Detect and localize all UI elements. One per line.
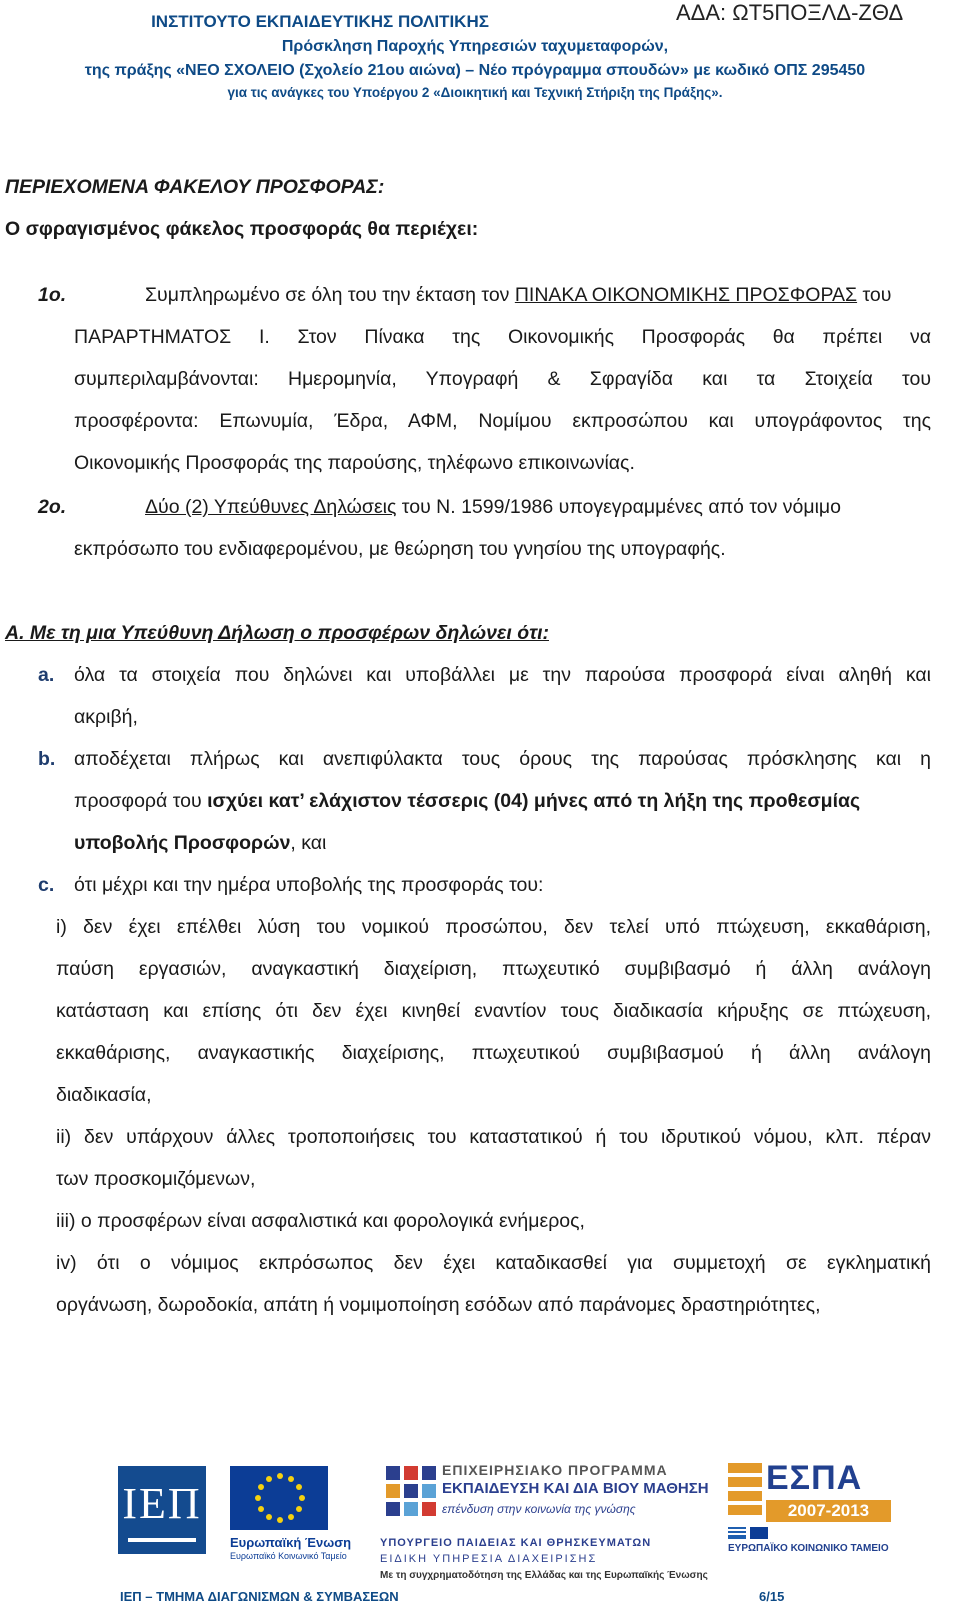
price-table-link: ΠΙΝΑΚΑ ΟΙΚΟΝΟΜΙΚΗΣ ΠΡΟΣΦΟΡΑΣ: [514, 284, 858, 306]
item-c-label: c.: [38, 874, 55, 896]
header-subproject: για τις ανάγκες του Υποέργου 2 «Διοικητική και Τεχνική Στήριξη της Πράξης».: [227, 85, 723, 100]
item-i-line5: διαδικασία,: [56, 1084, 152, 1106]
item-ii-line2: των προσκομιζόμενων,: [56, 1168, 256, 1190]
item-i-line1: i) δεν έχει επέλθει λύση του νομικού προσώπου, δεν τελεί υπό πτώχευση, εκκαθάριση,: [56, 916, 931, 938]
section-intro: Ο σφραγισμένος φάκελος προσφοράς θα περιέχει:: [5, 218, 479, 240]
eu-name: Ευρωπαϊκή Ένωση: [230, 1535, 352, 1550]
iep-logo: ΙΕΠ: [118, 1466, 206, 1554]
flags-icon: [728, 1527, 768, 1541]
header-institute: ΙΝΣΤΙΤΟΥΤΟ ΕΚΠΑΙΔΕΥΤΙΚΗΣ ΠΟΛΙΤΙΚΗΣ: [151, 12, 489, 31]
item2-number: 2ο.: [38, 496, 67, 518]
item-a-label: a.: [38, 664, 55, 686]
item-iv-line1: iv) ότι ο νόμιμος εκπρόσωπος δεν έχει καταδικασθεί για συμμετοχή σε εγκληματική: [56, 1252, 931, 1274]
eu-fund: Ευρωπαϊκό Κοινωνικό Ταμείο: [230, 1551, 347, 1561]
item-iv-line2: οργάνωση, δωροδοκία, απάτη ή νομιμοποίηση εσόδων από παράνομες δραστηριότητες,: [56, 1294, 821, 1316]
header-invitation: Πρόσκληση Παροχής Υπηρεσιών ταχυμεταφορών,: [281, 38, 669, 55]
page-number: 6/15: [759, 1589, 785, 1604]
item-i-line3: κατάσταση και επίσης ότι δεν έχει κινηθεί εναντίον τους διαδικασία κήρυξης σε πτώχευση,: [56, 1000, 931, 1022]
item1-line2: ΠΑΡΑΡΤΗΜΑΤΟΣ Ι. Στον Πίνακα της Οικονομικής Προσφοράς θα πρέπει να: [74, 326, 931, 348]
header-project: της πράξης «ΝΕΟ ΣΧΟΛΕΙΟ (Σχολείο 21ου αιώνα) – Νέο πρόγραμμα σπουδών» με κωδικό ΟΠΣ 295450: [84, 62, 866, 79]
item1-line4: προσφέροντα: Επωνυμία, Έδρα, ΑΦΜ, Νομίμου εκπροσώπου και υπογράφοντος της: [74, 410, 931, 432]
item-a-line1: όλα τα στοιχεία που δηλώνει και υποβάλλει με την παρούσα προσφορά είναι αληθή και: [74, 664, 931, 686]
item-b-line3: υποβολής Προσφορών, και: [74, 832, 327, 854]
item-a-line2: ακριβή,: [74, 706, 138, 728]
item-b-line1: αποδέχεται πλήρως και ανεπιφύλακτα τους όρους της παρούσας πρόσκλησης και η: [74, 748, 931, 770]
item-b-label: b.: [38, 748, 56, 770]
item-c-line1: ότι μέχρι και την ημέρα υποβολής της προσφοράς του:: [74, 874, 544, 896]
item-b-line2: προσφορά του ισχύει κατ’ ελάχιστον τέσσερις (04) μήνες από τη λήξη της προθεσμίας: [74, 790, 861, 812]
programme-symbol-icon: [380, 1462, 438, 1532]
declarations-link: Δύο (2) Υπεύθυνες Δηλώσεις: [145, 496, 397, 518]
sectionA-title: Α. Με τη μια Υπεύθυνη Δήλωση ο προσφέρων δηλώνει ότι:: [5, 622, 549, 644]
item2-line2: εκπρόσωπο του ενδιαφερομένου, με θεώρηση του γνησίου της υπογραφής.: [74, 538, 726, 560]
section-title: ΠΕΡΙΕΧΟΜΕΝΑ ΦΑΚΕΛΟΥ ΠΡΟΣΦΟΡΑΣ:: [5, 176, 385, 198]
item-iii-line1: iii) ο προσφέρων είναι ασφαλιστικά και φορολογικά ενήμερος,: [56, 1210, 585, 1232]
espa-symbol-icon: [728, 1463, 762, 1519]
item-i-line2: παύση εργασιών, αναγκαστική διαχείριση, πτωχευτικό συμβιβασμό ή άλλη ανάλογη: [56, 958, 931, 980]
item1-number: 1ο.: [38, 284, 67, 306]
item2-line1: Δύο (2) Υπεύθυνες Δηλώσεις του Ν. 1599/1986 υπογεγραμμένες από τον νόμιμο: [145, 496, 841, 518]
item1-line3: συμπεριλαμβάνονται: Ημερομηνία, Υπογραφή & Σφραγίδα και τα Στοιχεία του: [74, 368, 931, 390]
item1-line5: Οικονομικής Προσφοράς της παρούσης, τηλέφωνο επικοινωνίας.: [74, 452, 635, 474]
item1-line1: Συμπληρωμένο σε όλη του την έκταση τον ΠΙΝΑΚΑ ΟΙΚΟΝΟΜΙΚΗΣ ΠΡΟΣΦΟΡΑΣ του: [145, 284, 892, 306]
item-ii-line1: ii) δεν υπάρχουν άλλες τροποποιήσεις του καταστατικού ή του ιδρυτικού νόμου, κλπ. πέραν: [56, 1126, 931, 1148]
footer-department: ΙΕΠ – ΤΜΗΜΑ ΔΙΑΓΩΝΙΣΜΩΝ & ΣΥΜΒΑΣΕΩΝ: [120, 1589, 399, 1604]
eu-flag-icon: [230, 1466, 328, 1530]
item-i-line4: εκκαθάρισης, αναγκαστικής διαχείρισης, πτωχευτικού συμβιβασμού ή άλλη ανάλογη: [56, 1042, 931, 1064]
ada-code: ΑΔΑ: ΩΤ5ΠΟΞΛΔ-ΖΘΔ: [676, 0, 904, 25]
